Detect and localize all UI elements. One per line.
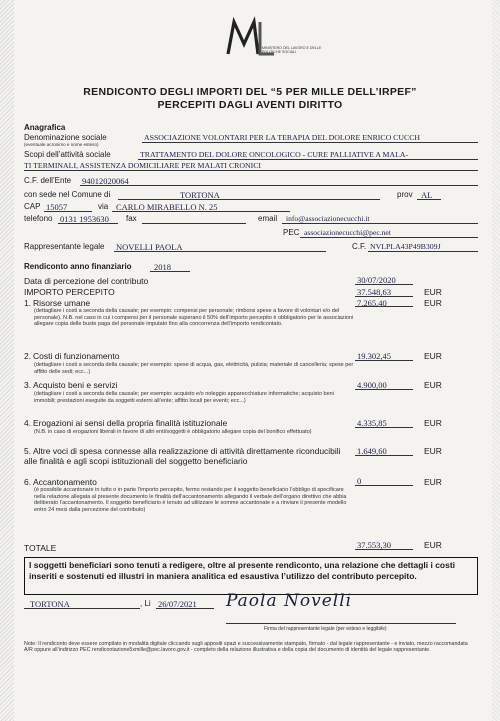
data-percezione-label: Data di percezione del contributo <box>24 276 149 286</box>
fax-label: fax <box>126 214 137 223</box>
li-label: , Li <box>140 599 151 608</box>
telefono-field[interactable]: 0131 1953630 <box>60 214 109 224</box>
pec-field[interactable]: associazionecucchi@pec.net <box>304 228 391 237</box>
via-field[interactable]: CARLO MIRABELLO N. 25 <box>116 202 218 212</box>
prov-field[interactable]: AL <box>421 190 433 200</box>
item-6-note: (è possibile accantonare in tutto o in parte l’importo percepito, fermo restando per il soggetto beneficiario l’obbligo di specificare nella relazione allegata al presente documento le finalità dell’accantonamento allegando il verbale dell’organo direttivo che abbia deliberato l’accantonamento. Il soggetto beneficiario è tenuto ad utilizzare le somme accantonate e a rinviare il presente modello entro 24 mesi dalla percezione del contributo) <box>34 487 347 513</box>
item-6-label: 6. Accantonamento <box>24 477 97 487</box>
signature: Paola Novelli <box>226 591 353 611</box>
prov-label: prov <box>397 190 413 199</box>
item-4-label: 4. Erogazioni ai sensi della propria finalità istituzionale <box>24 418 228 428</box>
item-6-eur: EUR <box>424 477 442 487</box>
email-field[interactable]: info@associazionecucchi.it <box>286 214 370 223</box>
rappresentante-cf-label: C.F. <box>352 242 367 251</box>
ministry-logo <box>222 14 278 66</box>
item-2-eur: EUR <box>424 351 442 361</box>
notice-text: I soggetti beneficiari sono tenuti a redigere, oltre al presente rendiconto, una relazione che dettagli i costi inseriti e sostenuti ed illustri in maniera analitica ed esaustiva l’utilizzo del contributo percepito. <box>29 560 456 581</box>
item-2-note: (dettagliare i costi a seconda della causale; per esempio: spese di acqua, gas, elettricità, pulizia; materiale di cancelleria; spese per affitto delle sedi; ecc...) <box>34 362 354 375</box>
firma-caption: Firma del rappresentante legale (per esteso e leggibile) <box>264 626 387 632</box>
totale-label: TOTALE <box>24 543 57 553</box>
item-3-eur: EUR <box>424 380 442 390</box>
document-title-line2: PERCEPITI DAGLI AVENTI DIRITTO <box>157 99 343 111</box>
scopi-field-line1[interactable]: TRATTAMENTO DEL DOLORE ONCOLOGICO - CURE PALLIATIVE A MALA- <box>140 150 409 159</box>
totale-eur: EUR <box>424 540 442 550</box>
notice-box <box>24 557 478 595</box>
item-4-eur: EUR <box>424 418 442 428</box>
cap-label: CAP <box>24 202 41 211</box>
luogo-field[interactable]: TORTONA <box>30 599 70 609</box>
importo-percepito-field[interactable]: 37.548,63 <box>357 287 391 297</box>
rendiconto-heading: Rendiconto anno finanziario <box>24 262 132 271</box>
item-3-label: 3. Acquisto beni e servizi <box>24 380 118 390</box>
item-5-eur: EUR <box>424 446 442 456</box>
data-percezione-field[interactable]: 30/07/2020 <box>357 275 396 285</box>
denominazione-note: (eventuale acronimo e nome esteso) <box>24 142 99 147</box>
item-2-label: 2. Costi di funzionamento <box>24 351 120 361</box>
telefono-label: telefono <box>24 214 53 223</box>
item-1-eur: EUR <box>424 298 442 308</box>
scopi-label: Scopi dell’attività sociale <box>24 150 111 159</box>
rappresentante-label: Rappresentante legale <box>24 242 105 251</box>
item-1-label: 1. Risorse umane <box>24 298 91 308</box>
sede-label: con sede nel Comune di <box>24 190 111 199</box>
data-firma-field[interactable]: 26/07/2021 <box>158 599 197 609</box>
totale-value[interactable]: 37.553,30 <box>357 540 391 550</box>
item-5-label: 5. Altre voci di spesa connesse alla realizzazione di attività direttamente riconducibili alle finalità e agli scopi istituzionali del soggetto beneficiario <box>24 446 341 466</box>
scopi-field-line2[interactable]: TI TERMINALI, ASSISTENZA DOMICILIARE PER MALATI CRONICI <box>24 161 262 170</box>
rappresentante-field[interactable]: NOVELLI PAOLA <box>116 242 183 252</box>
item-6-value[interactable]: 0 <box>357 476 362 486</box>
denominazione-label: Denominazione sociale <box>24 133 107 142</box>
item-4-value[interactable]: 4.335,85 <box>357 418 387 428</box>
item-3-note: (dettagliare i costi a seconda della causale; per esempio: acquisto e/o noleggio apparecchiature informatiche; acquisto beni immobili; prestazioni eseguite da soggetti esterni all’ente; affitto locali per eventi; ecc...) <box>34 391 334 404</box>
item-2-value[interactable]: 19.302,45 <box>357 351 391 361</box>
denominazione-field[interactable]: ASSOCIAZIONE VOLONTARI PER LA TERAPIA DEL DOLORE ENRICO CUCCH <box>144 133 421 142</box>
footnote: Note: Il rendiconto deve essere compilato in modalità digitale cliccando sugli appositi spazi e successivamente stampato, firmato - dal legale rappresentante - e inviato, mezzo raccomandata A/R oppure all’indirizzo PEC rendicontazione5xmille@pec.lavoro.gov.it - completo della relazione illustrativa e della copia del documento di identità del legale rappresentante. <box>24 641 468 654</box>
rappresentante-cf-field[interactable]: NVLPLA43P49B309J <box>370 242 441 251</box>
via-label: via <box>98 202 109 211</box>
item-3-value[interactable]: 4.900,00 <box>357 380 387 390</box>
anagrafica-heading: Anagrafica <box>24 123 66 132</box>
ministry-logo-mark <box>222 14 278 66</box>
sede-field[interactable]: TORTONA <box>180 190 220 200</box>
logo-caption: MINISTERO DEL LAVORO E DELLE POLITICHE SOCIALI <box>262 46 322 55</box>
document-title-line1: RENDICONTO DEGLI IMPORTI DEL “5 PER MILLE DELL’IRPEF” <box>83 86 417 98</box>
item-4-note: (N.B. in caso di erogazioni liberali in favore di altri enti/soggetti è obbligatorio allegare copia del bonifico effettuato) <box>34 429 312 435</box>
pec-label: PEC <box>283 228 300 237</box>
item-1-note: (dettagliare i costi a seconda della causale; per esempio: compensi per personale; rimborsi spese a favore di volontari e/o del personale). N.B. nel caso in cui i compensi per il personale superano il 50% dell’importo percepito è obbligatorio per le associazioni allegare copia delle buste paga del personale imputato fino alla concorrenza dell’importo rendicontato. <box>34 308 354 328</box>
item-1-value[interactable]: 7.265,40 <box>357 298 387 308</box>
item-5-value[interactable]: 1.649,60 <box>357 446 387 456</box>
cf-field[interactable]: 94012020064 <box>82 176 129 186</box>
importo-eur: EUR <box>424 287 442 297</box>
email-label: email <box>258 214 278 223</box>
anno-field[interactable]: 2018 <box>154 262 171 272</box>
importo-percepito-label: IMPORTO PERCEPITO <box>24 287 115 297</box>
cf-label: C.F. dell’Ente <box>24 176 72 185</box>
cap-field[interactable]: 15057 <box>46 202 68 212</box>
